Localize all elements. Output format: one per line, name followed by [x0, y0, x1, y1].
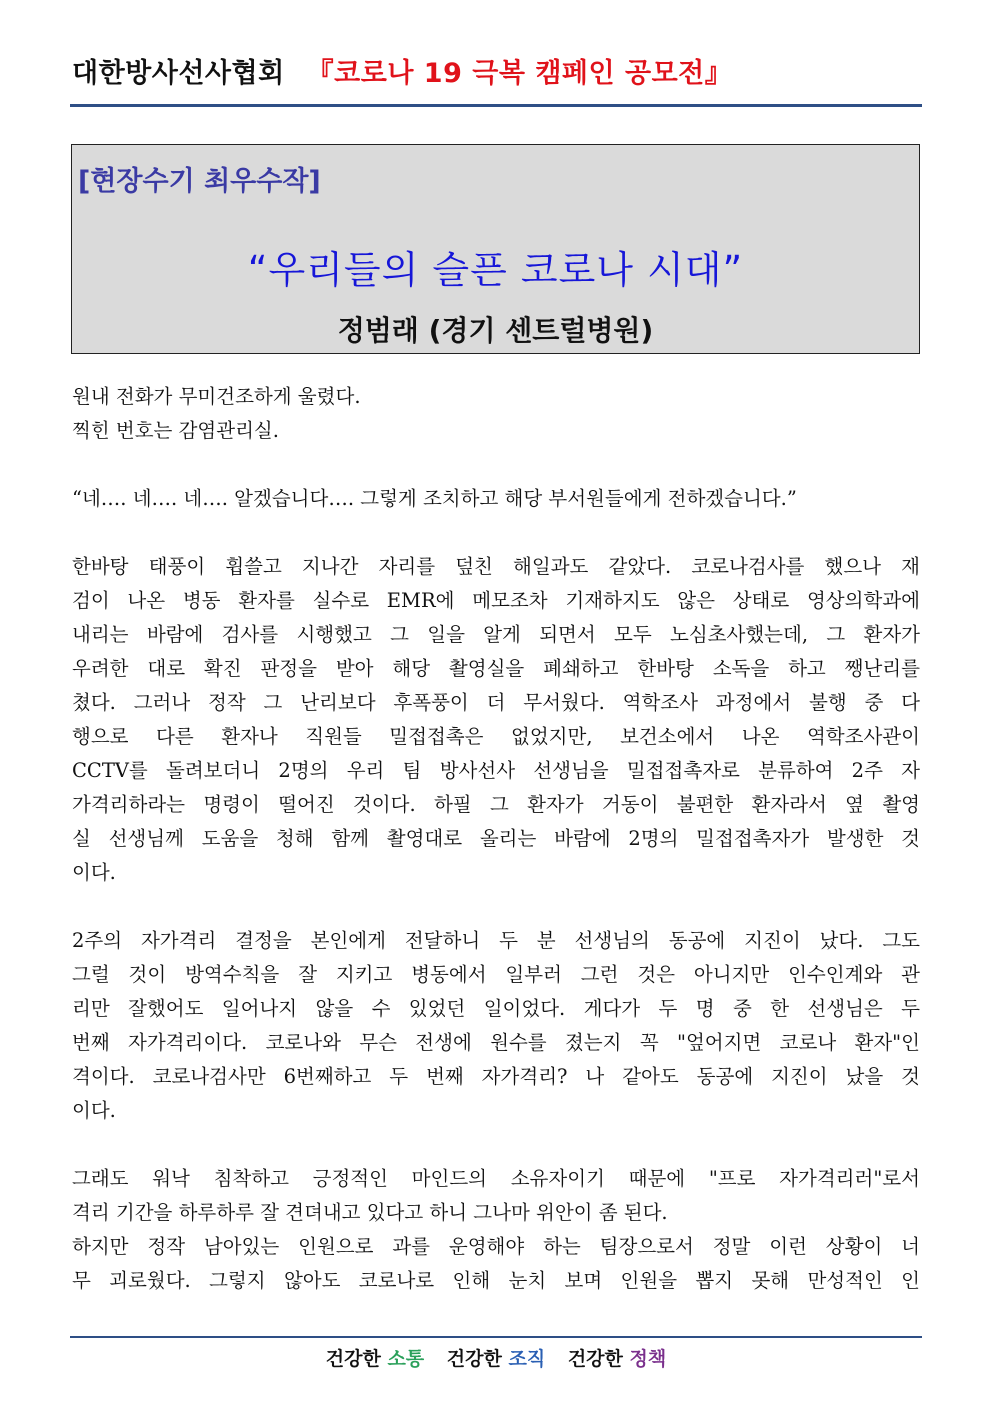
body-line: CCTV를 돌려보더니 2명의 우리 팀 방사선사 선생님을 밀접접촉자로 분류하여 2주 자 — [72, 759, 920, 782]
paragraph-gap — [72, 516, 920, 550]
body-line: 2주의 자가격리 결정을 본인에게 전달하니 두 분 선생님의 동공에 지진이 났다. 그도 — [72, 929, 920, 952]
body-line: 검이 나온 병동 환자를 실수로 EMR에 메모조차 기재하지도 않은 상태로 영상의학과에 — [72, 589, 920, 612]
page-header — [72, 52, 922, 96]
slogan-keyword-communication: 소통 — [387, 1348, 425, 1370]
body-line: 그럴 것이 방역수칙을 잘 지키고 병동에서 일부러 그런 것은 아니지만 인수인계와 관 — [72, 963, 920, 986]
body-line: 리만 잘했어도 일어나지 않을 수 있었던 일이었다. 게다가 두 명 중 한 선생님은 두 — [72, 997, 920, 1020]
award-label: [현장수기 최우수작] — [78, 166, 321, 197]
slogan-word: 건강한 — [446, 1348, 502, 1370]
slogan-keyword-policy: 정책 — [629, 1348, 667, 1370]
body-line: 하지만 정작 남아있는 인원으로 과를 운영해야 하는 팀장으로서 정말 이런 상황이 너 — [72, 1235, 920, 1258]
body-line: 우려한 대로 확진 판정을 받아 해당 촬영실을 폐쇄하고 한바탕 소독을 하고 쨍난리를 — [72, 657, 920, 680]
body-line: 원내 전화가 무미건조하게 울렸다. — [72, 385, 361, 408]
body-line: 내리는 바람에 검사를 시행했고 그 일을 알게 되면서 모두 노심초사했는데, 그 환자가 — [72, 623, 920, 646]
slogan-word: 건강한 — [567, 1348, 623, 1370]
association-name: 대한방사선사협회 — [72, 58, 285, 89]
paragraph-gap — [72, 890, 920, 924]
essay-title: “우리들의 슬픈 코로나 시대” — [247, 248, 744, 292]
body-line: 행으로 다른 환자나 직원들 밀접접촉은 없었지만, 보건소에서 나온 역학조사관이 — [72, 725, 920, 748]
slogan-keyword-organization: 조직 — [508, 1348, 546, 1370]
body-line: 격이다. 코로나검사만 6번째하고 두 번째 자가격리? 나 같아도 동공에 지진이 났을 것 — [72, 1065, 920, 1088]
body-line: 번째 자가격리이다. 코로나와 무슨 전생에 원수를 졌는지 꼭 "엎어지면 코로나 환자"인 — [72, 1031, 920, 1054]
header-divider — [70, 104, 922, 107]
campaign-title: 『코로나 19 극복 캠페인 공모전』 — [306, 58, 733, 89]
paragraph-gap — [72, 448, 920, 482]
body-line: 찍힌 번호는 감염관리실. — [72, 419, 279, 442]
body-line: 이다. — [72, 861, 116, 884]
body-line: 실 선생님께 도움을 청해 함께 촬영대로 올리는 바람에 2명의 밀접접촉자가 발생한 것 — [72, 827, 920, 850]
footer-slogan — [0, 1344, 992, 1374]
quote-line: “네…. 네…. 네…. 알겠습니다…. 그렇게 조치하고 해당 부서원들에게 전하겠습니다.” — [72, 487, 797, 510]
body-line: 한바탕 태풍이 휩쓸고 지나간 자리를 덮친 해일과도 같았다. 코로나검사를 했으나 재 — [72, 555, 920, 578]
body-line: 격리 기간을 하루하루 잘 견뎌내고 있다고 하니 그나마 위안이 좀 된다. — [72, 1201, 668, 1224]
author-line: 정범래 (경기 센트럴병원) — [337, 314, 654, 347]
body-line: 쳤다. 그러나 정작 그 난리보다 후폭풍이 더 무서웠다. 역학조사 과정에서 불행 중 다 — [72, 691, 920, 714]
paragraph-gap — [72, 1128, 920, 1162]
body-line: 무 괴로웠다. 그렇지 않아도 코로나로 인해 눈치 보며 인원을 뽑지 못해 만성적인 인 — [72, 1269, 920, 1292]
title-box — [71, 144, 920, 354]
body-line: 그래도 워낙 침착하고 긍정적인 마인드의 소유자이기 때문에 "프로 자가격리러"로서 — [72, 1167, 920, 1190]
body-line: 가격리하라는 명령이 떨어진 것이다. 하필 그 환자가 거동이 불편한 환자라서 옆 촬영 — [72, 793, 920, 816]
footer-divider — [70, 1336, 922, 1338]
slogan-word: 건강한 — [325, 1348, 381, 1370]
body-line: 이다. — [72, 1099, 116, 1122]
essay-body — [72, 380, 920, 1298]
